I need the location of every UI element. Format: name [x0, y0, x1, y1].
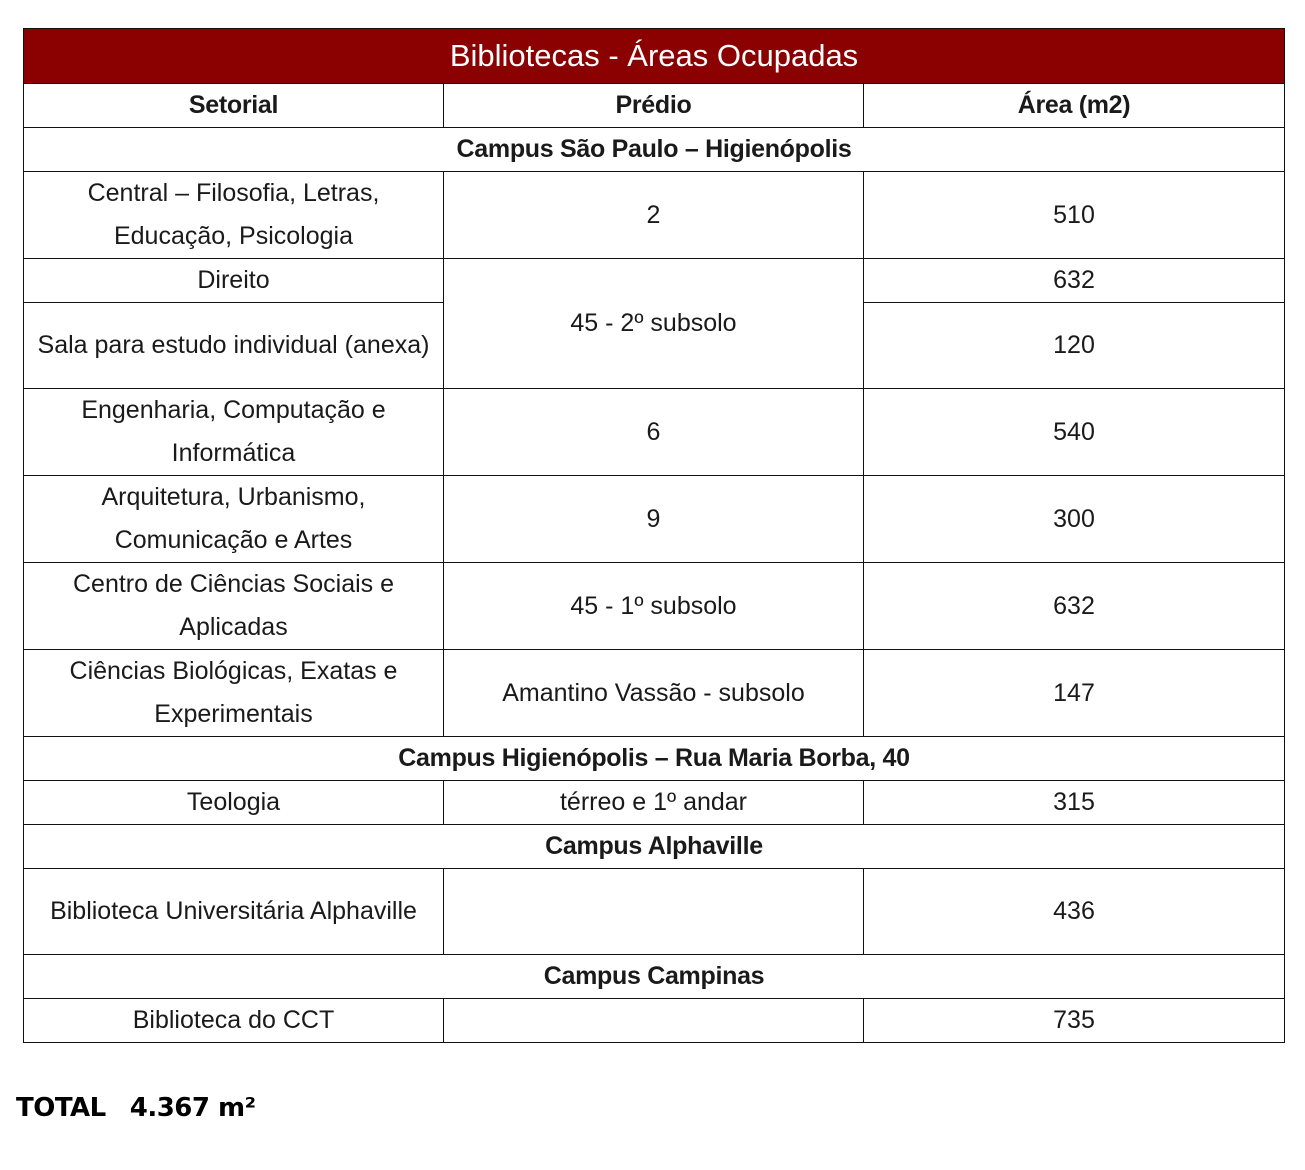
libraries-area-table — [23, 28, 1285, 1043]
predio-cell: 2 — [444, 172, 864, 259]
area-cell: 632 — [864, 563, 1285, 650]
setorial-cell: Ciências Biológicas, Exatas e Experimentais — [24, 650, 444, 737]
setorial-cell: Biblioteca Universitária Alphaville — [24, 869, 444, 955]
table-row — [24, 259, 1285, 303]
setorial-cell: Sala para estudo individual (anexa) — [24, 303, 444, 389]
predio-cell: térreo e 1º andar — [444, 781, 864, 825]
setorial-cell: Engenharia, Computação e Informática — [24, 389, 444, 476]
area-cell: 300 — [864, 476, 1285, 563]
table-row — [24, 650, 1285, 737]
total-value: 4.367 m² — [129, 1093, 256, 1123]
predio-cell: 6 — [444, 389, 864, 476]
predio-cell: 45 - 1º subsolo — [444, 563, 864, 650]
setorial-cell: Biblioteca do CCT — [24, 999, 444, 1043]
column-header-setorial: Setorial — [24, 84, 444, 128]
table-row — [24, 869, 1285, 955]
column-header-row — [24, 84, 1285, 128]
area-cell: 315 — [864, 781, 1285, 825]
area-cell: 510 — [864, 172, 1285, 259]
area-cell: 436 — [864, 869, 1285, 955]
predio-cell-merged: 45 - 2º subsolo — [444, 259, 864, 389]
setorial-cell: Direito — [24, 259, 444, 303]
predio-cell — [444, 869, 864, 955]
area-cell: 632 — [864, 259, 1285, 303]
campus-heading: Campus Higienópolis – Rua Maria Borba, 40 — [24, 737, 1285, 781]
setorial-cell: Arquitetura, Urbanismo, Comunicação e Artes — [24, 476, 444, 563]
area-cell: 540 — [864, 389, 1285, 476]
table-row — [24, 781, 1285, 825]
predio-cell: 9 — [444, 476, 864, 563]
setorial-cell: Teologia — [24, 781, 444, 825]
column-header-area: Área (m2) — [864, 84, 1285, 128]
column-header-predio: Prédio — [444, 84, 864, 128]
table-row — [24, 999, 1285, 1043]
predio-cell: Amantino Vassão - subsolo — [444, 650, 864, 737]
area-cell: 120 — [864, 303, 1285, 389]
campus-heading: Campus Campinas — [24, 955, 1285, 999]
table-row — [24, 172, 1285, 259]
area-cell: 735 — [864, 999, 1285, 1043]
total-summary — [16, 1093, 256, 1123]
setorial-cell: Centro de Ciências Sociais e Aplicadas — [24, 563, 444, 650]
campus-heading: Campus São Paulo – Higienópolis — [24, 128, 1285, 172]
predio-cell — [444, 999, 864, 1043]
table-row — [24, 389, 1285, 476]
setorial-cell: Central – Filosofia, Letras, Educação, Psicologia — [24, 172, 444, 259]
campus-heading: Campus Alphaville — [24, 825, 1285, 869]
table-row — [24, 476, 1285, 563]
table-row — [24, 563, 1285, 650]
total-label: TOTAL — [16, 1093, 106, 1123]
area-cell: 147 — [864, 650, 1285, 737]
table-title: Bibliotecas - Áreas Ocupadas — [24, 29, 1285, 84]
